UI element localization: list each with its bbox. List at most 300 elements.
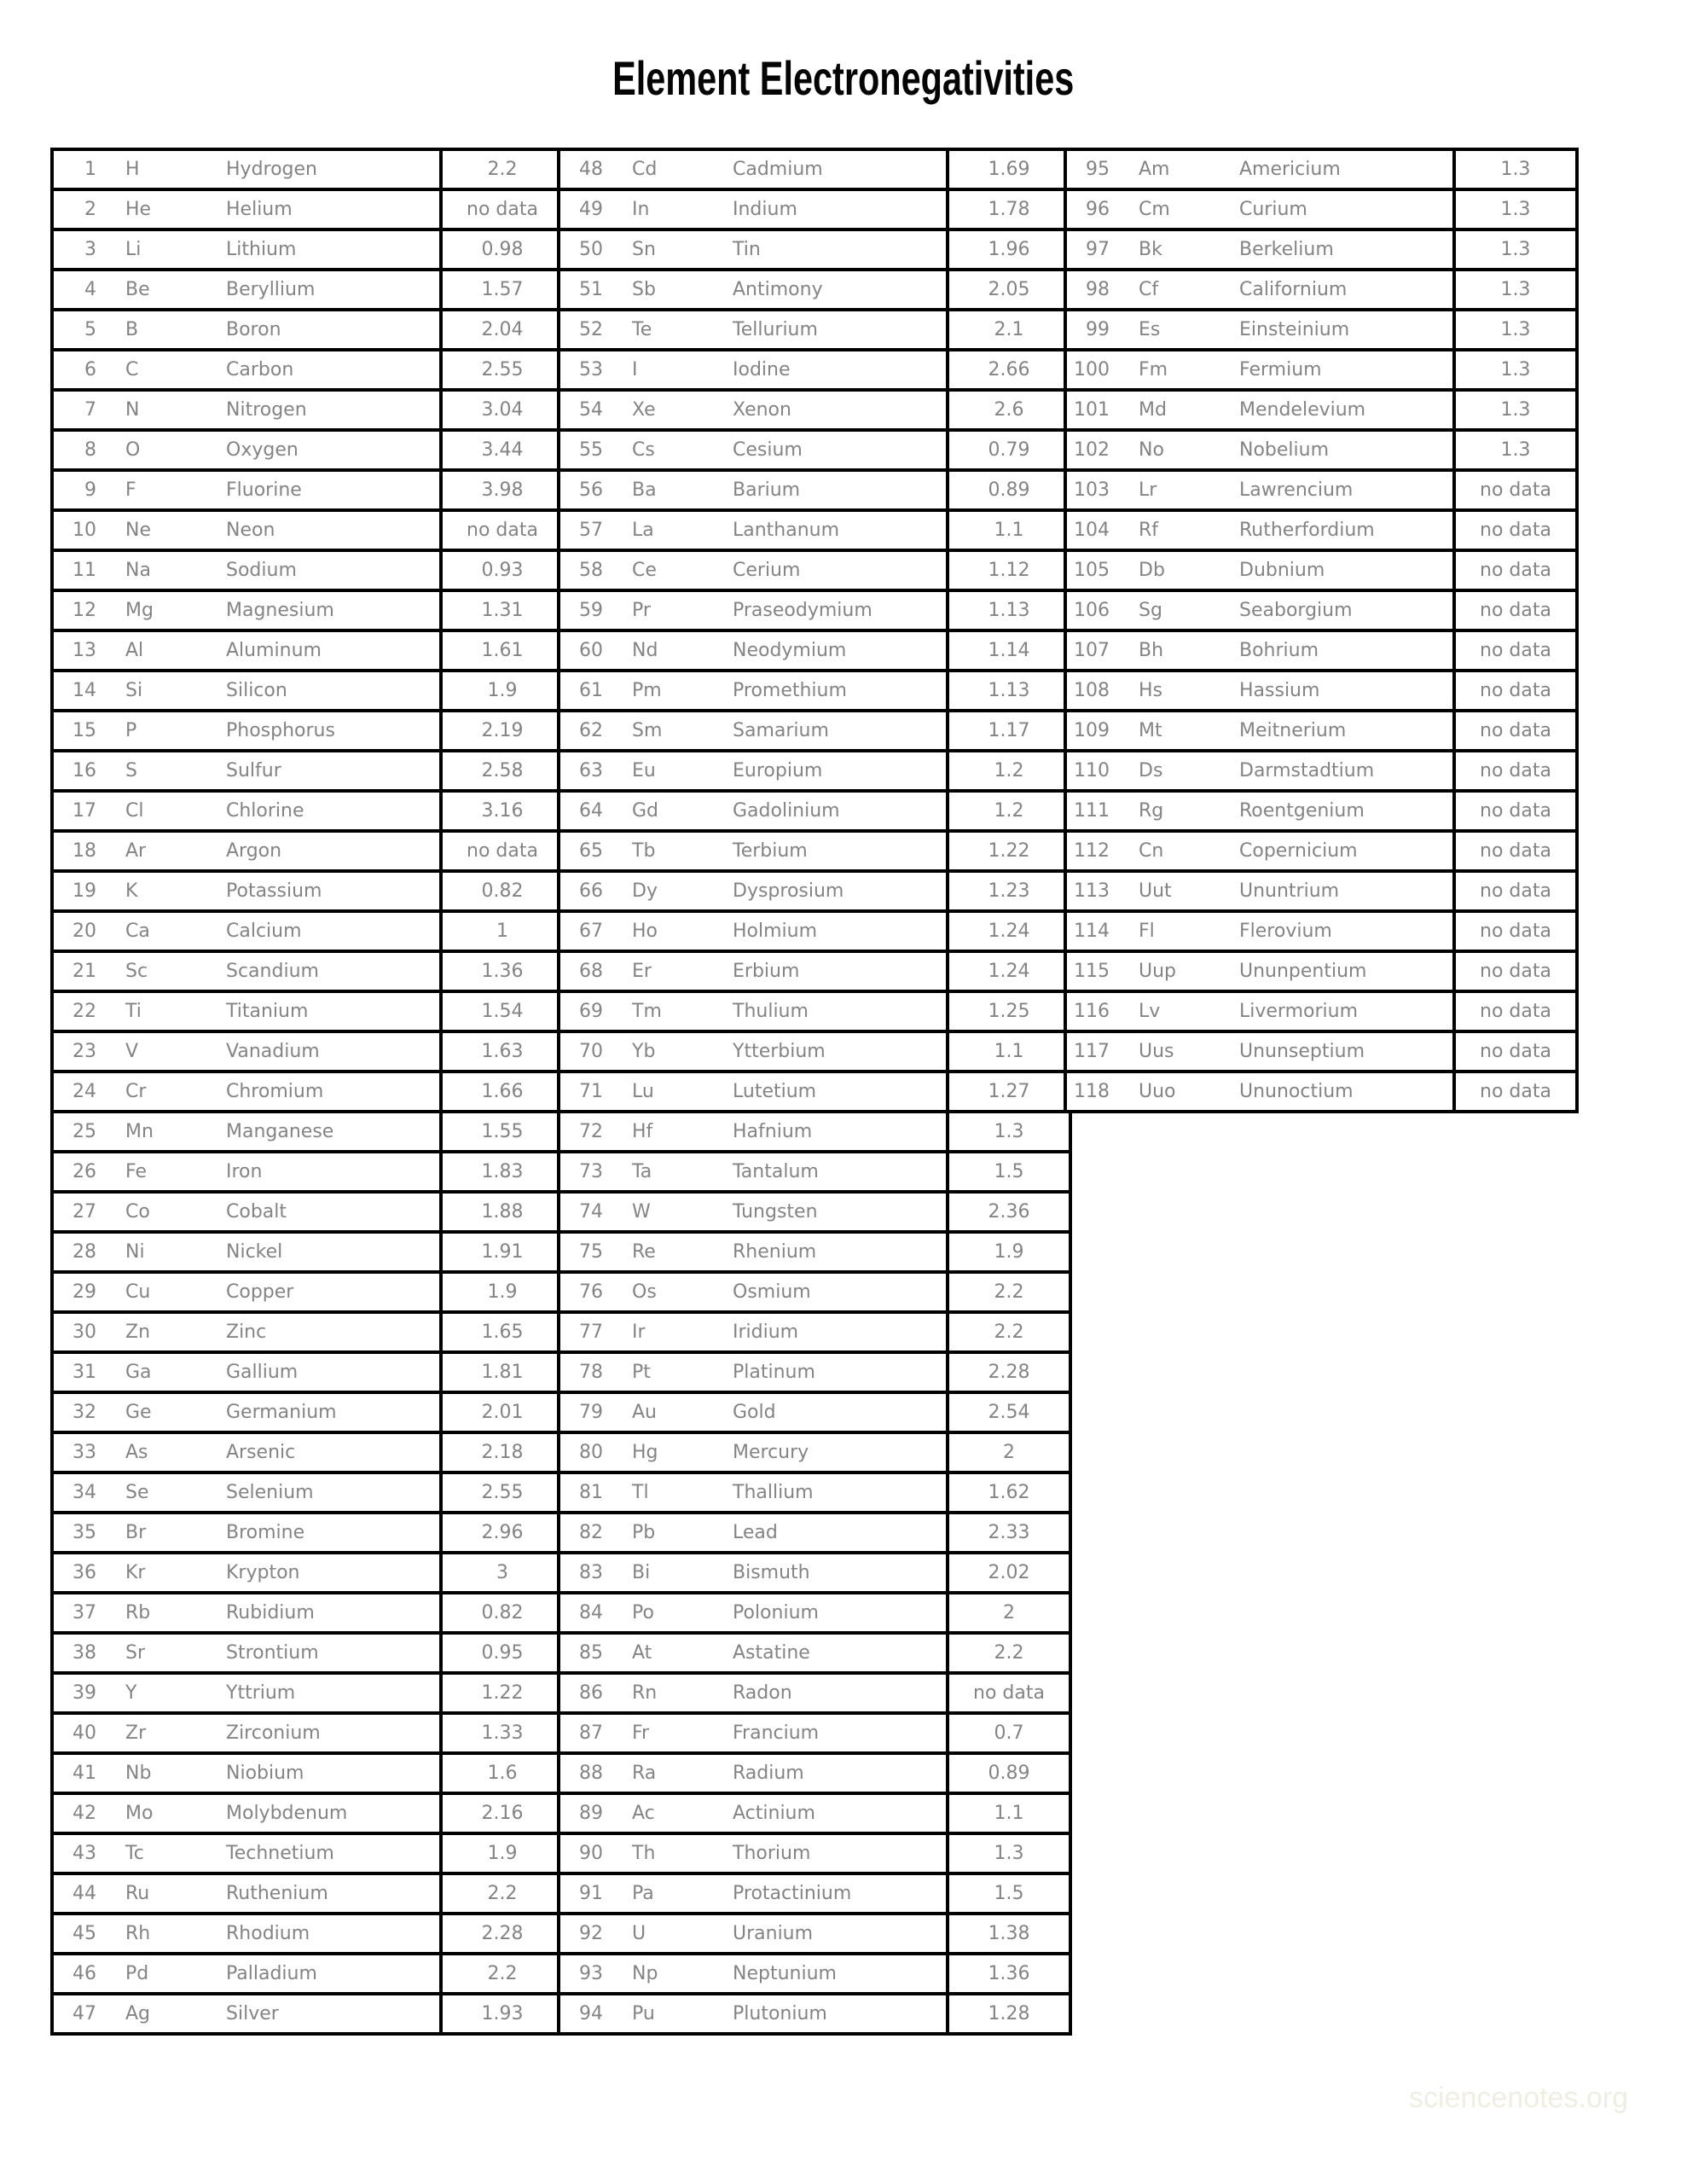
cell-symbol: U: [603, 1914, 726, 1954]
cell-atomic-number: 6: [52, 350, 96, 390]
cell-electronegativity: 1.61: [441, 630, 564, 671]
cell-atomic-number: 59: [559, 590, 603, 630]
electronegativity-table-col2: [557, 148, 1072, 2036]
cell-electronegativity: 2: [948, 1593, 1070, 1633]
table-row: [52, 991, 564, 1031]
cell-atomic-number: 108: [1065, 671, 1110, 711]
cell-element-name: Hydrogen: [219, 149, 441, 189]
cell-atomic-number: 26: [52, 1152, 96, 1192]
cell-electronegativity: 1.13: [948, 671, 1070, 711]
table-row: [1065, 951, 1577, 991]
cell-electronegativity: 2.36: [948, 1192, 1070, 1232]
cell-electronegativity: 1.3: [1454, 189, 1577, 229]
cell-atomic-number: 34: [52, 1472, 96, 1513]
cell-electronegativity: 1.5: [948, 1873, 1070, 1914]
cell-symbol: Rh: [96, 1914, 219, 1954]
cell-element-name: Chromium: [219, 1072, 441, 1112]
cell-electronegativity: 2.2: [441, 149, 564, 189]
cell-atomic-number: 61: [559, 671, 603, 711]
cell-symbol: Ac: [603, 1793, 726, 1833]
cell-electronegativity: 1.65: [441, 1312, 564, 1352]
table-row: [52, 1994, 564, 2034]
cell-electronegativity: 1.22: [948, 831, 1070, 871]
cell-symbol: No: [1110, 430, 1232, 470]
cell-atomic-number: 104: [1065, 510, 1110, 550]
cell-atomic-number: 16: [52, 751, 96, 791]
cell-atomic-number: 29: [52, 1272, 96, 1312]
cell-electronegativity: 1.93: [441, 1994, 564, 2034]
cell-element-name: Cobalt: [219, 1192, 441, 1232]
cell-symbol: La: [603, 510, 726, 550]
cell-atomic-number: 4: [52, 270, 96, 310]
cell-symbol: Uus: [1110, 1031, 1232, 1072]
cell-atomic-number: 49: [559, 189, 603, 229]
table-row: [52, 1072, 564, 1112]
cell-electronegativity: no data: [1454, 1031, 1577, 1072]
cell-atomic-number: 15: [52, 711, 96, 751]
cell-element-name: Nitrogen: [219, 390, 441, 430]
cell-atomic-number: 83: [559, 1553, 603, 1593]
table-row: [52, 791, 564, 831]
cell-electronegativity: 1.66: [441, 1072, 564, 1112]
table-row: [1065, 831, 1577, 871]
cell-atomic-number: 117: [1065, 1031, 1110, 1072]
cell-symbol: Tc: [96, 1833, 219, 1873]
cell-electronegativity: 1.2: [948, 751, 1070, 791]
cell-symbol: K: [96, 871, 219, 911]
cell-atomic-number: 35: [52, 1513, 96, 1553]
table-row: [559, 1192, 1070, 1232]
table-row: [559, 310, 1070, 350]
cell-electronegativity: 1.9: [441, 671, 564, 711]
cell-atomic-number: 21: [52, 951, 96, 991]
cell-element-name: Roentgenium: [1232, 791, 1454, 831]
cell-symbol: Mn: [96, 1112, 219, 1152]
cell-atomic-number: 96: [1065, 189, 1110, 229]
cell-symbol: Nb: [96, 1753, 219, 1793]
cell-element-name: Phosphorus: [219, 711, 441, 751]
cell-symbol: Lu: [603, 1072, 726, 1112]
cell-symbol: S: [96, 751, 219, 791]
cell-element-name: Carbon: [219, 350, 441, 390]
cell-electronegativity: 1.3: [1454, 430, 1577, 470]
cell-symbol: Db: [1110, 550, 1232, 590]
table-row: [52, 229, 564, 270]
cell-atomic-number: 22: [52, 991, 96, 1031]
cell-electronegativity: 0.89: [948, 470, 1070, 510]
cell-element-name: Copernicium: [1232, 831, 1454, 871]
cell-atomic-number: 70: [559, 1031, 603, 1072]
cell-atomic-number: 47: [52, 1994, 96, 2034]
cell-element-name: Fermium: [1232, 350, 1454, 390]
cell-element-name: Iron: [219, 1152, 441, 1192]
table-row: [559, 1432, 1070, 1472]
cell-electronegativity: no data: [1454, 791, 1577, 831]
cell-symbol: Tm: [603, 991, 726, 1031]
cell-electronegativity: 1.9: [441, 1272, 564, 1312]
cell-element-name: Holmium: [726, 911, 948, 951]
table-row: [1065, 1031, 1577, 1072]
cell-symbol: Cd: [603, 149, 726, 189]
cell-symbol: Br: [96, 1513, 219, 1553]
cell-symbol: Rf: [1110, 510, 1232, 550]
table-row: [559, 1873, 1070, 1914]
cell-electronegativity: no data: [1454, 711, 1577, 751]
cell-symbol: Ar: [96, 831, 219, 871]
table-row: [1065, 911, 1577, 951]
cell-electronegativity: 1.3: [1454, 350, 1577, 390]
cell-symbol: Pa: [603, 1873, 726, 1914]
cell-atomic-number: 109: [1065, 711, 1110, 751]
cell-atomic-number: 67: [559, 911, 603, 951]
cell-atomic-number: 68: [559, 951, 603, 991]
cell-symbol: Zr: [96, 1713, 219, 1753]
table-row: [559, 1472, 1070, 1513]
cell-element-name: Thallium: [726, 1472, 948, 1513]
cell-symbol: B: [96, 310, 219, 350]
cell-element-name: Tungsten: [726, 1192, 948, 1232]
cell-electronegativity: no data: [441, 510, 564, 550]
table-row: [1065, 671, 1577, 711]
cell-atomic-number: 3: [52, 229, 96, 270]
cell-symbol: Ta: [603, 1152, 726, 1192]
table-row: [559, 1633, 1070, 1673]
cell-symbol: H: [96, 149, 219, 189]
cell-electronegativity: 0.95: [441, 1633, 564, 1673]
cell-symbol: Sb: [603, 270, 726, 310]
cell-atomic-number: 69: [559, 991, 603, 1031]
cell-element-name: Antimony: [726, 270, 948, 310]
cell-electronegativity: 2.6: [948, 390, 1070, 430]
cell-atomic-number: 8: [52, 430, 96, 470]
cell-symbol: Li: [96, 229, 219, 270]
cell-electronegativity: no data: [948, 1673, 1070, 1713]
cell-electronegativity: 1.6: [441, 1753, 564, 1793]
cell-symbol: Ne: [96, 510, 219, 550]
cell-element-name: Ununoctium: [1232, 1072, 1454, 1112]
cell-atomic-number: 1: [52, 149, 96, 189]
cell-symbol: Os: [603, 1272, 726, 1312]
cell-symbol: In: [603, 189, 726, 229]
cell-atomic-number: 112: [1065, 831, 1110, 871]
cell-atomic-number: 85: [559, 1633, 603, 1673]
cell-element-name: Rhenium: [726, 1232, 948, 1272]
cell-atomic-number: 92: [559, 1914, 603, 1954]
cell-element-name: Samarium: [726, 711, 948, 751]
cell-atomic-number: 100: [1065, 350, 1110, 390]
cell-atomic-number: 7: [52, 390, 96, 430]
cell-electronegativity: 2.66: [948, 350, 1070, 390]
cell-atomic-number: 51: [559, 270, 603, 310]
table-row: [1065, 590, 1577, 630]
cell-element-name: Osmium: [726, 1272, 948, 1312]
cell-element-name: Chlorine: [219, 791, 441, 831]
cell-atomic-number: 73: [559, 1152, 603, 1192]
table-row: [559, 1914, 1070, 1954]
cell-atomic-number: 77: [559, 1312, 603, 1352]
table-row: [1065, 390, 1577, 430]
table-row: [559, 1232, 1070, 1272]
cell-atomic-number: 107: [1065, 630, 1110, 671]
cell-symbol: F: [96, 470, 219, 510]
cell-symbol: Cs: [603, 430, 726, 470]
cell-symbol: Al: [96, 630, 219, 671]
cell-atomic-number: 53: [559, 350, 603, 390]
cell-electronegativity: 0.93: [441, 550, 564, 590]
table-row: [1065, 270, 1577, 310]
table-row: [52, 1673, 564, 1713]
table-row: [559, 630, 1070, 671]
cell-element-name: Polonium: [726, 1593, 948, 1633]
cell-symbol: Ag: [96, 1994, 219, 2034]
table-row: [52, 951, 564, 991]
cell-electronegativity: 3.44: [441, 430, 564, 470]
cell-symbol: Zn: [96, 1312, 219, 1352]
cell-symbol: Er: [603, 951, 726, 991]
cell-element-name: Titanium: [219, 991, 441, 1031]
table-row: [52, 1432, 564, 1472]
cell-symbol: Ds: [1110, 751, 1232, 791]
cell-symbol: Ra: [603, 1753, 726, 1793]
cell-element-name: Berkelium: [1232, 229, 1454, 270]
cell-atomic-number: 102: [1065, 430, 1110, 470]
cell-electronegativity: 2.2: [948, 1312, 1070, 1352]
cell-element-name: Silver: [219, 1994, 441, 2034]
cell-atomic-number: 62: [559, 711, 603, 751]
cell-element-name: Flerovium: [1232, 911, 1454, 951]
table-row: [52, 1352, 564, 1392]
table-row: [559, 1272, 1070, 1312]
cell-element-name: Tantalum: [726, 1152, 948, 1192]
cell-electronegativity: 1.3: [1454, 310, 1577, 350]
table-row: [559, 590, 1070, 630]
table-row: [52, 871, 564, 911]
cell-atomic-number: 81: [559, 1472, 603, 1513]
cell-electronegativity: 1.91: [441, 1232, 564, 1272]
cell-symbol: Mg: [96, 590, 219, 630]
cell-atomic-number: 12: [52, 590, 96, 630]
cell-atomic-number: 74: [559, 1192, 603, 1232]
cell-symbol: Tl: [603, 1472, 726, 1513]
title-container: [0, 51, 1687, 105]
cell-element-name: Fluorine: [219, 470, 441, 510]
cell-electronegativity: 3: [441, 1553, 564, 1593]
cell-electronegativity: 2.2: [441, 1954, 564, 1994]
cell-element-name: Copper: [219, 1272, 441, 1312]
cell-symbol: Ir: [603, 1312, 726, 1352]
table-row: [559, 1553, 1070, 1593]
cell-symbol: Cn: [1110, 831, 1232, 871]
cell-symbol: N: [96, 390, 219, 430]
table-row: [52, 711, 564, 751]
cell-element-name: Iridium: [726, 1312, 948, 1352]
table-row: [52, 1272, 564, 1312]
cell-element-name: Livermorium: [1232, 991, 1454, 1031]
cell-symbol: Lv: [1110, 991, 1232, 1031]
table-row: [1065, 751, 1577, 791]
cell-electronegativity: 3.04: [441, 390, 564, 430]
cell-symbol: Ga: [96, 1352, 219, 1392]
cell-symbol: Fr: [603, 1713, 726, 1753]
cell-electronegativity: 0.98: [441, 229, 564, 270]
cell-element-name: Vanadium: [219, 1031, 441, 1072]
cell-electronegativity: 1.24: [948, 911, 1070, 951]
cell-atomic-number: 52: [559, 310, 603, 350]
table-row: [1065, 871, 1577, 911]
table-row: [559, 1031, 1070, 1072]
cell-atomic-number: 25: [52, 1112, 96, 1152]
cell-electronegativity: no data: [1454, 991, 1577, 1031]
cell-symbol: Ge: [96, 1392, 219, 1432]
table-row: [52, 1031, 564, 1072]
cell-symbol: Te: [603, 310, 726, 350]
cell-electronegativity: 1.24: [948, 951, 1070, 991]
table-row: [1065, 1072, 1577, 1112]
cell-electronegativity: no data: [1454, 1072, 1577, 1112]
cell-electronegativity: 1.54: [441, 991, 564, 1031]
cell-electronegativity: 1.17: [948, 711, 1070, 751]
table-row: [52, 1633, 564, 1673]
cell-element-name: Platinum: [726, 1352, 948, 1392]
cell-atomic-number: 103: [1065, 470, 1110, 510]
cell-atomic-number: 87: [559, 1713, 603, 1753]
cell-symbol: Ba: [603, 470, 726, 510]
cell-element-name: Cesium: [726, 430, 948, 470]
cell-electronegativity: 1: [441, 911, 564, 951]
table-row: [1065, 310, 1577, 350]
table-row: [52, 1954, 564, 1994]
cell-symbol: Cm: [1110, 189, 1232, 229]
table-row: [52, 1753, 564, 1793]
cell-symbol: Pt: [603, 1352, 726, 1392]
cell-electronegativity: 1.12: [948, 550, 1070, 590]
table-row: [52, 189, 564, 229]
table-row: [559, 1753, 1070, 1793]
cell-element-name: Xenon: [726, 390, 948, 430]
cell-electronegativity: 1.14: [948, 630, 1070, 671]
cell-atomic-number: 45: [52, 1914, 96, 1954]
cell-atomic-number: 72: [559, 1112, 603, 1152]
cell-electronegativity: 1.1: [948, 1031, 1070, 1072]
cell-electronegativity: 1.83: [441, 1152, 564, 1192]
table-row: [52, 1553, 564, 1593]
cell-symbol: Ni: [96, 1232, 219, 1272]
cell-symbol: Cu: [96, 1272, 219, 1312]
cell-element-name: Lithium: [219, 229, 441, 270]
cell-atomic-number: 75: [559, 1232, 603, 1272]
table-row: [559, 911, 1070, 951]
cell-element-name: Potassium: [219, 871, 441, 911]
table-row: [559, 149, 1070, 189]
cell-atomic-number: 13: [52, 630, 96, 671]
cell-atomic-number: 101: [1065, 390, 1110, 430]
cell-element-name: Germanium: [219, 1392, 441, 1432]
cell-element-name: Lanthanum: [726, 510, 948, 550]
cell-electronegativity: 1.88: [441, 1192, 564, 1232]
cell-atomic-number: 63: [559, 751, 603, 791]
cell-element-name: Terbium: [726, 831, 948, 871]
cell-element-name: Hafnium: [726, 1112, 948, 1152]
cell-element-name: Cadmium: [726, 149, 948, 189]
cell-element-name: Radon: [726, 1673, 948, 1713]
cell-atomic-number: 88: [559, 1753, 603, 1793]
table-row: [1065, 350, 1577, 390]
cell-element-name: Hassium: [1232, 671, 1454, 711]
table-row: [559, 1392, 1070, 1432]
cell-element-name: Selenium: [219, 1472, 441, 1513]
table-row: [559, 751, 1070, 791]
cell-symbol: Sc: [96, 951, 219, 991]
cell-atomic-number: 105: [1065, 550, 1110, 590]
cell-symbol: Yb: [603, 1031, 726, 1072]
cell-atomic-number: 99: [1065, 310, 1110, 350]
cell-element-name: Meitnerium: [1232, 711, 1454, 751]
cell-atomic-number: 110: [1065, 751, 1110, 791]
cell-electronegativity: 2.04: [441, 310, 564, 350]
table-row: [52, 1312, 564, 1352]
cell-symbol: Hg: [603, 1432, 726, 1472]
cell-electronegativity: 1.63: [441, 1031, 564, 1072]
cell-element-name: Seaborgium: [1232, 590, 1454, 630]
cell-atomic-number: 82: [559, 1513, 603, 1553]
cell-element-name: Lutetium: [726, 1072, 948, 1112]
cell-electronegativity: 1.5: [948, 1152, 1070, 1192]
cell-symbol: Ca: [96, 911, 219, 951]
table-row: [559, 1112, 1070, 1152]
cell-element-name: Sodium: [219, 550, 441, 590]
table-row: [559, 991, 1070, 1031]
cell-electronegativity: 1.2: [948, 791, 1070, 831]
cell-electronegativity: 1.13: [948, 590, 1070, 630]
table-row: [52, 1152, 564, 1192]
cell-atomic-number: 116: [1065, 991, 1110, 1031]
cell-electronegativity: 1.69: [948, 149, 1070, 189]
cell-electronegativity: 2.33: [948, 1513, 1070, 1553]
table-row: [559, 1994, 1070, 2034]
cell-electronegativity: 2.01: [441, 1392, 564, 1432]
cell-atomic-number: 66: [559, 871, 603, 911]
cell-element-name: Praseodymium: [726, 590, 948, 630]
cell-symbol: Cr: [96, 1072, 219, 1112]
cell-symbol: Cf: [1110, 270, 1232, 310]
table-row: [559, 1833, 1070, 1873]
table-row: [1065, 430, 1577, 470]
cell-atomic-number: 27: [52, 1192, 96, 1232]
cell-atomic-number: 113: [1065, 871, 1110, 911]
cell-electronegativity: no data: [1454, 510, 1577, 550]
table-row: [52, 550, 564, 590]
cell-electronegativity: 1.28: [948, 1994, 1070, 2034]
cell-symbol: Pb: [603, 1513, 726, 1553]
cell-element-name: Iodine: [726, 350, 948, 390]
cell-electronegativity: no data: [1454, 671, 1577, 711]
cell-atomic-number: 24: [52, 1072, 96, 1112]
cell-element-name: Ruthenium: [219, 1873, 441, 1914]
cell-atomic-number: 36: [52, 1553, 96, 1593]
cell-symbol: Es: [1110, 310, 1232, 350]
cell-element-name: Mendelevium: [1232, 390, 1454, 430]
cell-electronegativity: 0.79: [948, 430, 1070, 470]
cell-symbol: W: [603, 1192, 726, 1232]
table-row: [52, 310, 564, 350]
table-row: [559, 791, 1070, 831]
cell-symbol: As: [96, 1432, 219, 1472]
cell-electronegativity: 1.3: [948, 1833, 1070, 1873]
table-row: [1065, 550, 1577, 590]
table-row: [52, 751, 564, 791]
table-row: [1065, 711, 1577, 751]
cell-element-name: Promethium: [726, 671, 948, 711]
